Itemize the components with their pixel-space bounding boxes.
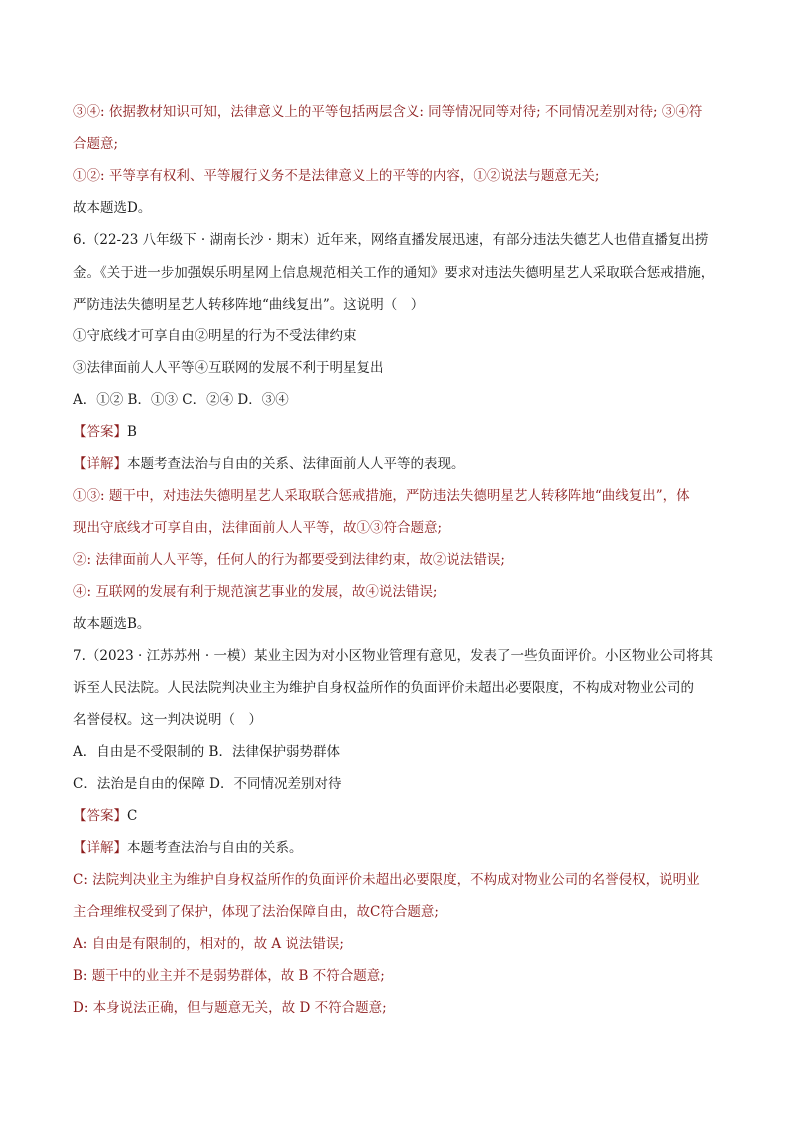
answer-tag: 【答案】 [73,808,127,824]
q7-explanation-line: C: 法院判决业主为维护自身权益所作的负面评价未超出必要限度，不构成对物业公司的名誉侵权，说明业 [73,872,700,888]
prev-explanation-line: ①②: 平等享有权利、平等履行义务不是法律意义上的平等的内容，①②说法与题意无关; [73,168,600,184]
detail-intro: 本题考查法治与自由的关系。 [127,840,303,856]
q6-explanation-line: ④: 互联网的发展有利于规范演艺事业的发展，故④说法错误; [73,584,438,600]
detail-tag: 【详解】 [73,840,127,856]
answer-value: B [127,424,137,440]
q7-options-line: C．法治是自由的保障 D．不同情况差别对待 [73,776,342,792]
q7-explanation-line: B: 题干中的业主并不是弱势群体，故 B 不符合题意; [73,968,385,984]
answer-tag: 【答案】 [73,424,127,440]
q6-explanation-line: ①③: 题干中，对违法失德明星艺人采取联合惩戒措施，严防违法失德明星艺人转移阵地“曲线复出”，体 [73,488,690,504]
q7-explanation-line: D: 本身说法正确，但与题意无关，故 D 不符合题意; [73,1000,387,1016]
prev-explanation-line: 合题意; [73,136,119,152]
answer-value: C [127,808,138,824]
q6-answer [73,423,137,441]
q6-statements-line: ③法律面前人人平等④互联网的发展不利于明星复出 [73,360,384,376]
q6-explanation-line: 现出守底线才可享自由，法律面前人人平等，故①③符合题意; [73,520,443,536]
q7-stem-line: 7.（2023 · 江苏苏州 · 一模）某业主因为对小区物业管理有意见，发表了一些负面评价。小区物业公司将其 [73,648,713,664]
q7-answer [73,807,137,825]
q7-stem-line: 名誉侵权。这一判决说明（ ） [73,712,262,728]
q6-detail [73,455,465,473]
q6-statements-line: ①守底线才可享自由②明星的行为不受法律约束 [73,328,357,344]
prev-conclusion: 故本题选D。 [73,200,152,216]
q7-detail [73,839,303,857]
q6-stem-line: 金。《关于进一步加强娱乐明星网上信息规范相关工作的通知》要求对违法失德明星艺人采取联合惩戒措施， [73,265,715,281]
prev-explanation-line: ③④: 依据教材知识可知，法律意义上的平等包括两层含义: 同等情况同等对待; 不同情况差别对待; ③④符 [73,104,703,120]
detail-tag: 【详解】 [73,456,127,472]
q7-explanation-line: 主合理维权受到了保护，体现了法治保障自由，故C符合题意; [73,904,439,920]
q7-explanation-line: A: 自由是有限制的，相对的，故 A 说法错误; [73,936,344,952]
q6-stem-line: 严防违法失德明星艺人转移阵地“曲线复出”。这说明（ ） [73,297,425,313]
q7-options-line: A．自由是不受限制的 B．法律保护弱势群体 [73,744,340,760]
q6-explanation-line: ②: 法律面前人人平等，任何人的行为都要受到法律约束，故②说法错误; [73,552,505,568]
q7-stem-line: 诉至人民法院。人民法院判决业主为维护自身权益所作的负面评价未超出必要限度，不构成对物业公司的 [73,680,694,696]
q6-options: A．①② B．①③ C．②④ D．③④ [73,392,289,408]
q6-conclusion: 故本题选B。 [73,616,151,632]
q6-stem-line: 6.（22-23 八年级下 · 湖南长沙 · 期末）近年来，网络直播发展迅速，有部分违法失德艺人也借直播复出捞 [73,232,709,248]
detail-intro: 本题考查法治与自由的关系、法律面前人人平等的表现。 [127,456,465,472]
